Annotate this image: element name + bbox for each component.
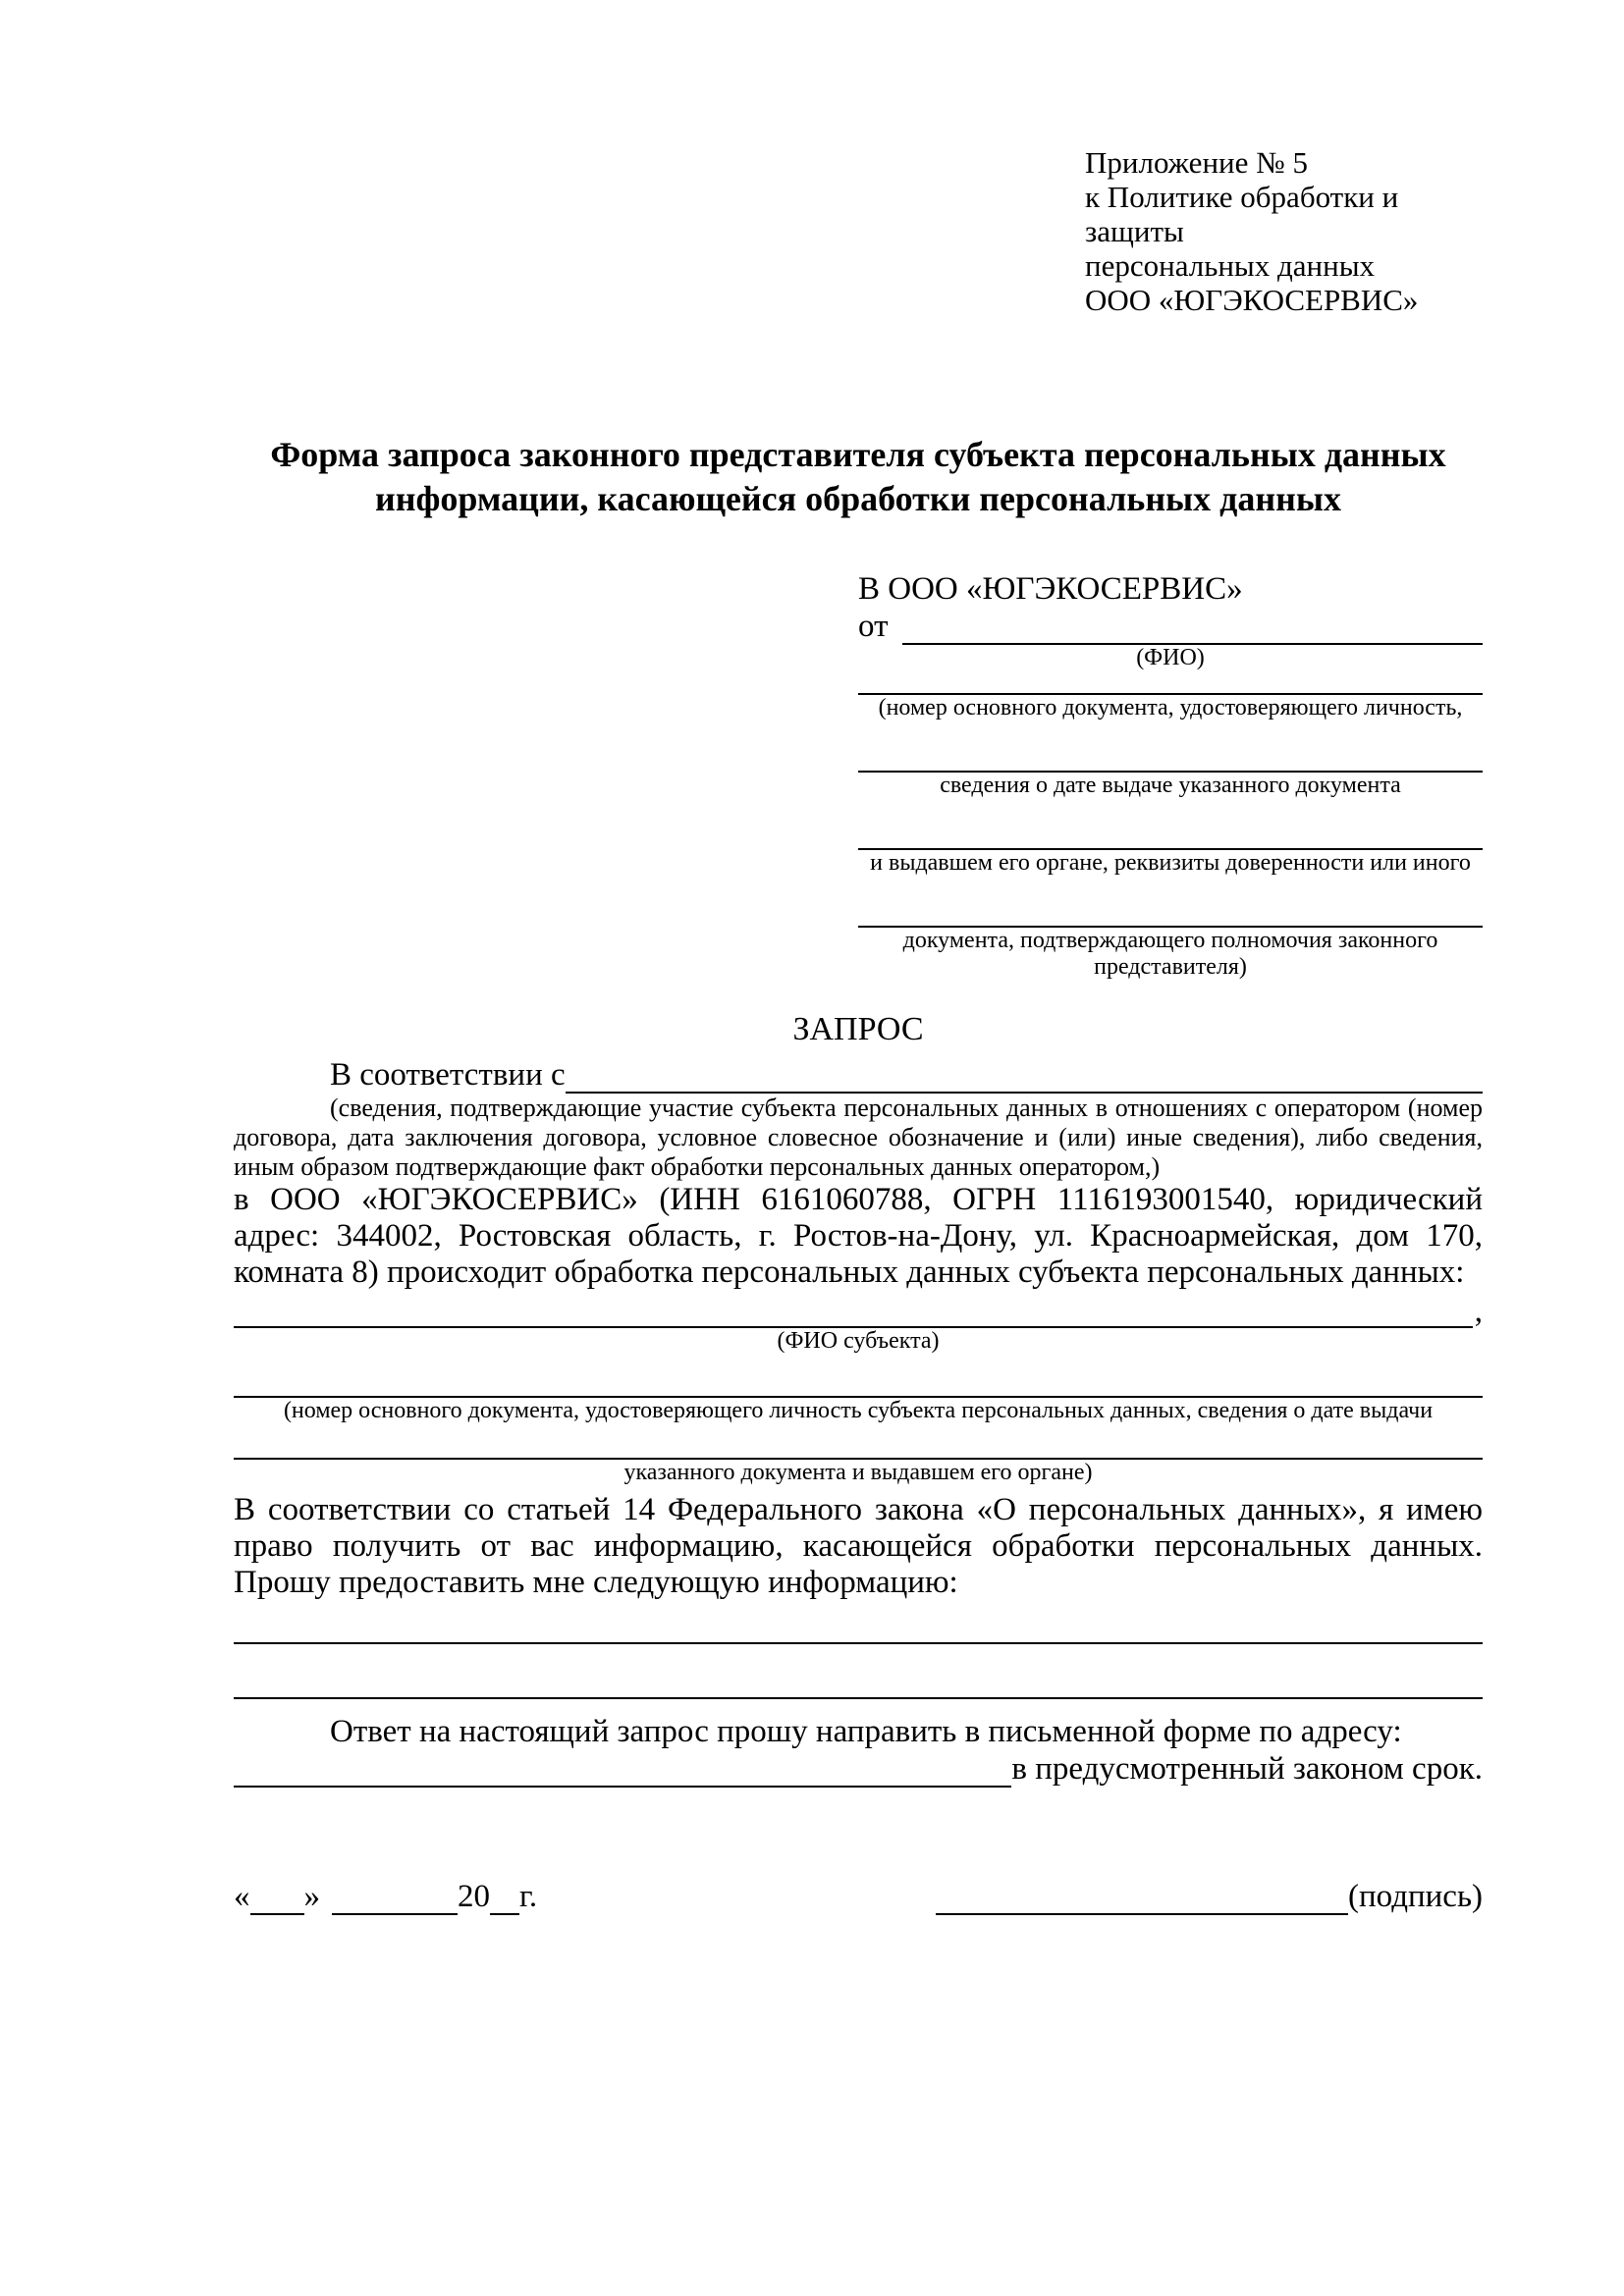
date-group bbox=[234, 1878, 537, 1915]
subject-fio-blank-field bbox=[234, 1297, 1473, 1328]
caption-issuer: и выдавшем его органе, реквизиты доверенности или иного bbox=[870, 850, 1471, 876]
from-blank-field bbox=[902, 610, 1484, 645]
blank-field-doc-number bbox=[858, 671, 1483, 695]
caption-doc-number: (номер основного документа, удостоверяющего личность, bbox=[878, 695, 1463, 721]
caption-authority: документа, подтверждающего полномочия законного представителя) bbox=[902, 928, 1438, 980]
blank-field-authority bbox=[858, 877, 1483, 928]
caption-subject-fio: (ФИО субъекта) bbox=[777, 1328, 940, 1354]
appendix-line-4: ООО «ЮГЭКОСЕРВИС» bbox=[1085, 283, 1419, 317]
appendix-line-1: Приложение № 5 bbox=[1085, 145, 1308, 180]
blank-field-issue-date bbox=[858, 721, 1483, 773]
reply-address-blank-field bbox=[234, 1752, 1011, 1788]
law-paragraph: В соответствии со статьей 14 Федерального закона «О персональных данных», я имею право получить от вас информацию, касающейся обработки персональных данных. Прошу предоставить мне следующую информацию: bbox=[234, 1492, 1483, 1600]
operator-paragraph: в ООО «ЮГЭКОСЕРВИС» (ИНН 6161060788, ОГРН 1116193001540, юридический адрес: 344002, Ростовская область, г. Ростов-на-Дону, ул. Красноармейская, дом 170, комната 8) происходит обработка персональных данных субъекта персональных данных: bbox=[234, 1182, 1483, 1290]
addressee-to: В ООО «ЮГЭКОСЕРВИС» bbox=[858, 571, 1243, 607]
signature-blank-field bbox=[936, 1882, 1348, 1915]
caption-subject-doc-line1: (номер основного документа, удостоверяющего личность субъекта персональных данных, сведения о дате выдачи bbox=[283, 1398, 1434, 1423]
appendix-header bbox=[1085, 145, 1483, 317]
blank-field-issuer bbox=[858, 799, 1483, 850]
footer-row bbox=[234, 1878, 1483, 1915]
reply-tail: в предусмотренный законом срок. bbox=[1011, 1751, 1483, 1787]
according-blank-field bbox=[566, 1058, 1483, 1094]
addressee-block bbox=[858, 570, 1483, 981]
note-basis: (сведения, подтверждающие участие субъекта персональных данных в отношениях с оператором (номер договора, дата заключения договора, условное словесное обозначение и (или) иные сведения), либо сведения, иным образом подтверждающие факт обработки персональных данных оператором,) bbox=[234, 1094, 1483, 1181]
date-day-blank-field bbox=[250, 1882, 304, 1915]
date-quote-open: « bbox=[234, 1879, 250, 1914]
subject-doc-blank-field bbox=[234, 1355, 1483, 1398]
caption-issue-date: сведения о дате выдаче указанного документа bbox=[940, 773, 1401, 798]
document-title bbox=[234, 433, 1483, 521]
caption-subject-doc-line2: указанного документа и выдавшем его органе) bbox=[623, 1460, 1093, 1485]
caption-fio: (ФИО) bbox=[1136, 645, 1205, 670]
from-row bbox=[858, 608, 1483, 645]
according-row bbox=[234, 1057, 1483, 1094]
document-title-line-1: Форма запроса законного представителя субъекта персональных данных bbox=[270, 435, 1446, 474]
info-blank-field-1 bbox=[234, 1621, 1483, 1644]
appendix-line-2: к Политике обработки и защиты bbox=[1085, 180, 1399, 248]
date-year-blank-field bbox=[490, 1882, 519, 1915]
from-label: от bbox=[858, 609, 889, 644]
date-quote-close: » bbox=[303, 1879, 320, 1914]
reply-paragraph: Ответ на настоящий запрос прошу направить в письменной форме по адресу: bbox=[330, 1714, 1402, 1749]
signature-group bbox=[936, 1878, 1483, 1915]
subject-fio-row bbox=[234, 1295, 1483, 1328]
request-heading: ЗАПРОС bbox=[792, 1011, 924, 1047]
info-blank-field-2 bbox=[234, 1644, 1483, 1699]
appendix-line-3: персональных данных bbox=[1085, 248, 1376, 283]
document-title-line-2: информации, касающейся обработки персональных данных bbox=[375, 479, 1341, 518]
signature-caption: (подпись) bbox=[1348, 1879, 1483, 1914]
reply-address-row bbox=[234, 1750, 1483, 1788]
date-year-prefix: 20 bbox=[458, 1879, 490, 1914]
subject-doc-blank-field-2 bbox=[234, 1424, 1483, 1460]
date-month-blank-field bbox=[332, 1882, 458, 1915]
according-lead: В соответствии с bbox=[330, 1057, 566, 1093]
date-year-suffix: г. bbox=[519, 1879, 538, 1914]
comma-mark: , bbox=[1474, 1294, 1483, 1329]
